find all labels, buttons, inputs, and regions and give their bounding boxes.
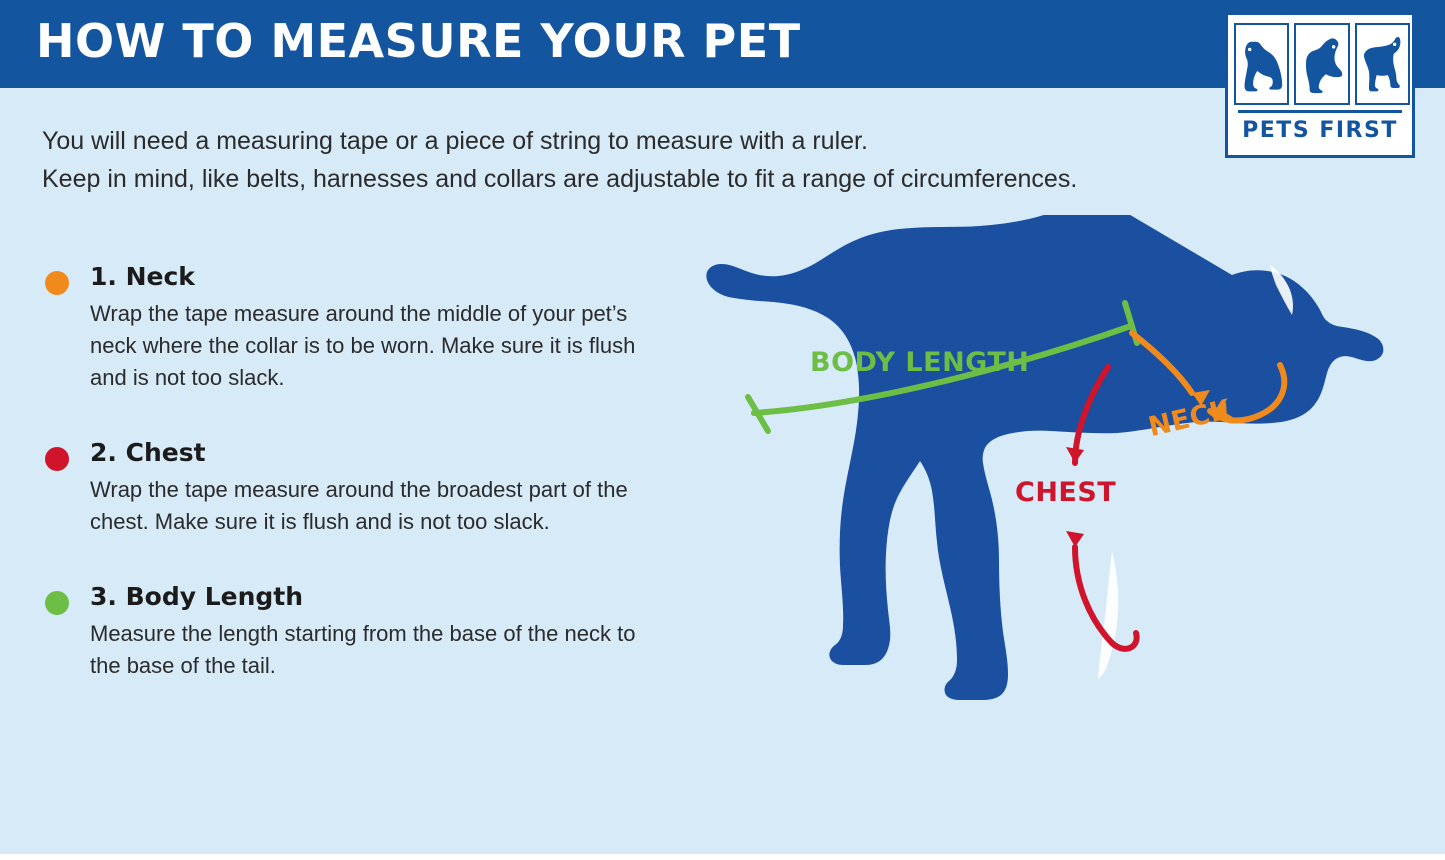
intro-line-2: Keep in mind, like belts, harnesses and collars are adjustable to fit a range of circumferences. xyxy=(42,165,1078,193)
intro-text xyxy=(42,122,1292,198)
logo-wordmark: PETS FIRST xyxy=(1242,118,1398,143)
dog-silhouette-svg xyxy=(620,215,1440,855)
steps-list xyxy=(42,262,652,726)
step-body-length-body: Measure the length starting from the base of the neck to the base of the tail. xyxy=(90,621,636,678)
intro-line-1: You will need a measuring tape or a piece of string to measure with a ruler. xyxy=(42,127,868,155)
label-chest: CHEST xyxy=(1015,477,1117,508)
label-neck: NECK xyxy=(1145,393,1235,444)
dog-diagram xyxy=(620,215,1440,855)
step-neck-title: 1. Neck xyxy=(90,262,195,291)
step-neck-body: Wrap the tape measure around the middle of your pet’s neck where the collar is to be worn. Make sure it is flush and is not too slack. xyxy=(90,301,636,390)
bullet-body-length xyxy=(45,591,69,615)
logo-icon-row xyxy=(1234,23,1410,105)
step-neck xyxy=(42,262,652,394)
step-body-length xyxy=(42,582,652,682)
bullet-chest xyxy=(45,447,69,471)
label-body-length: BODY LENGTH xyxy=(810,347,1030,378)
step-chest-body: Wrap the tape measure around the broadest part of the chest. Make sure it is flush and is not too slack. xyxy=(90,477,628,534)
step-body-length-title: 3. Body Length xyxy=(90,582,304,611)
dog-sitting-icon xyxy=(1234,23,1289,105)
step-chest xyxy=(42,438,652,538)
dog-standing-icon xyxy=(1355,23,1410,105)
step-chest-title: 2. Chest xyxy=(90,438,206,467)
bullet-neck xyxy=(45,271,69,295)
bottom-strip xyxy=(0,854,1445,860)
dog-howling-icon xyxy=(1294,23,1349,105)
page-title: HOW TO MEASURE YOUR PET xyxy=(36,14,801,68)
logo-divider xyxy=(1238,110,1402,113)
